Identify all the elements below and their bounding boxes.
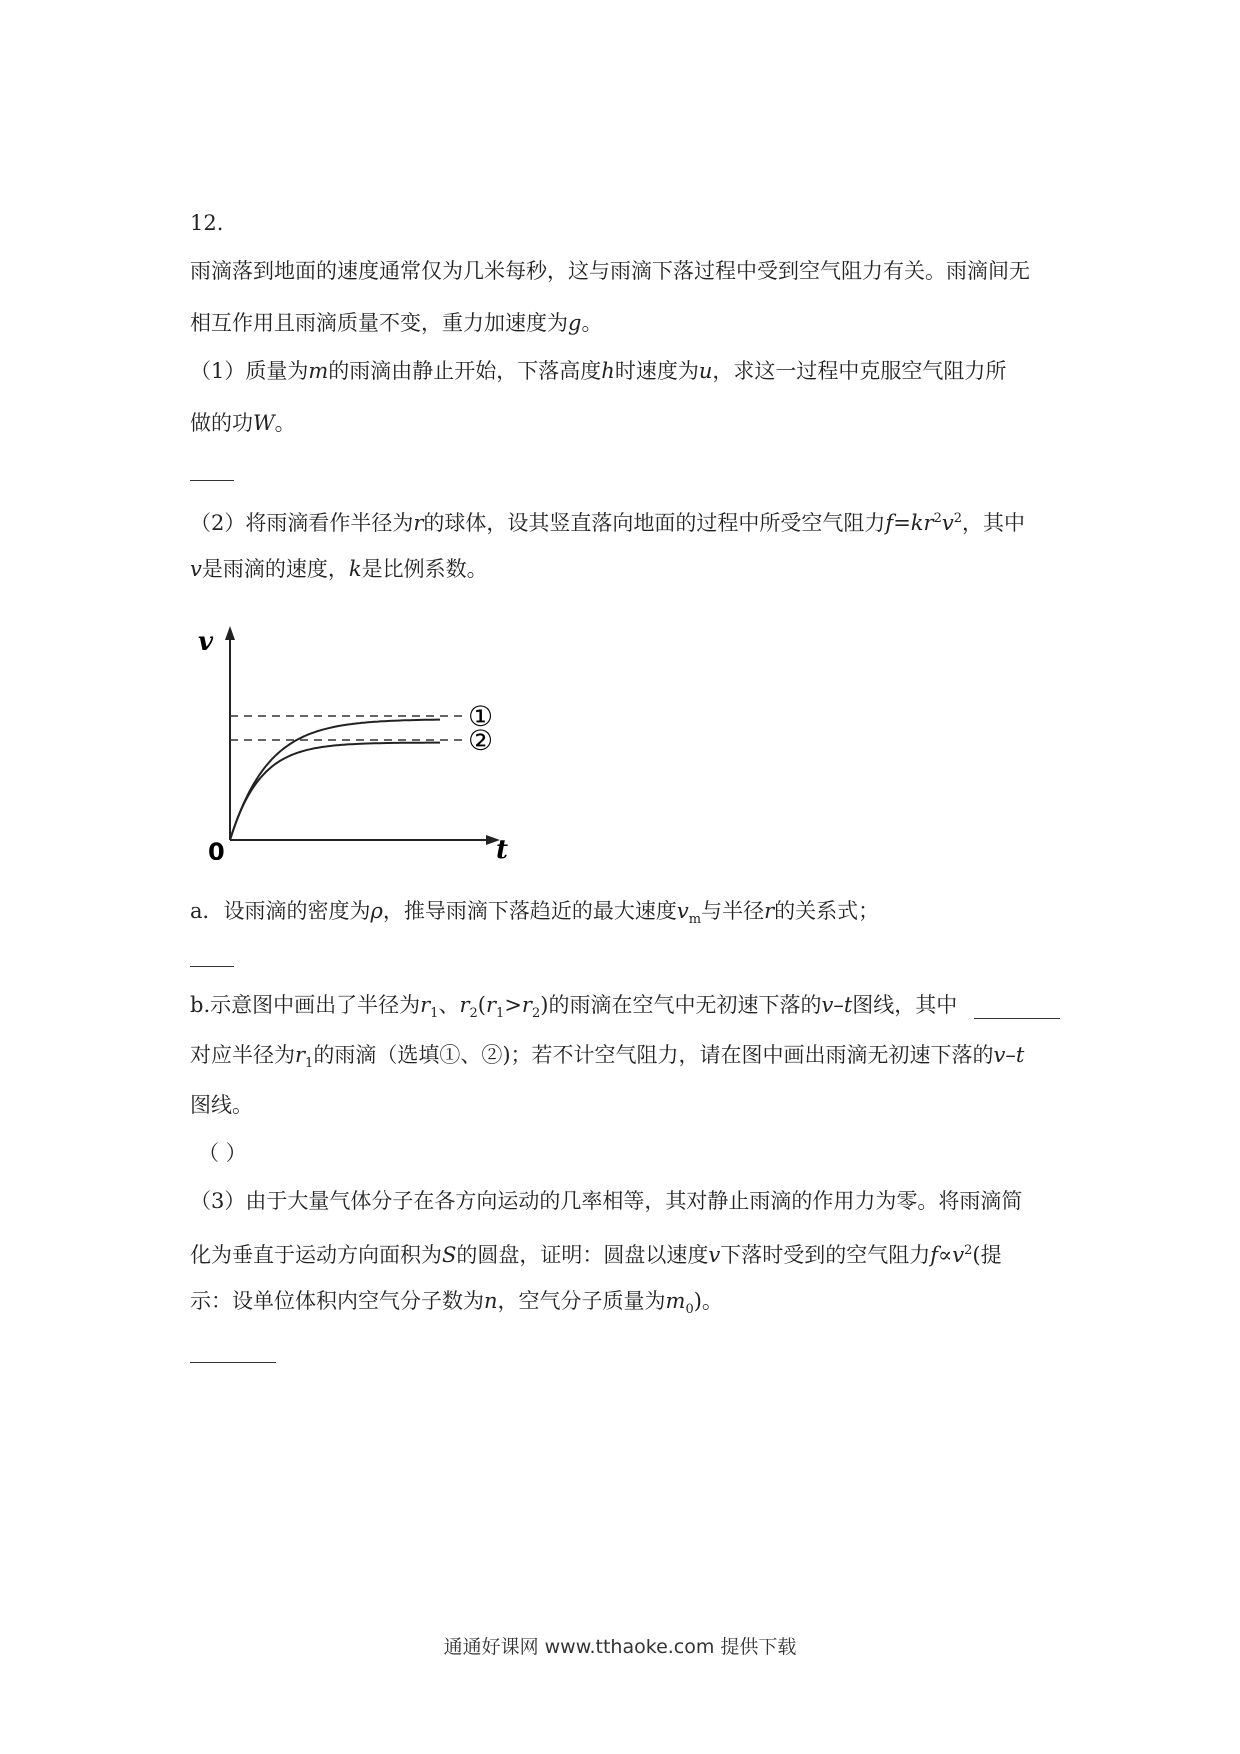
footer-text: 通通好课网 www.tthaoke.com 提供下载 <box>443 1636 797 1658</box>
vt-graph <box>190 620 510 860</box>
part2b-line-1: b.示意图中画出了半径为$r_1$、$r_2(r_1>r_2)$的雨滴在空气中无初速下落的v–t图线，其中 <box>190 993 958 1022</box>
part1-line-2: 做的功W。 <box>190 411 296 435</box>
part1-line-1: （1）质量为m的雨滴由静止开始，下落高度h时速度为u，求这一过程中克服空气阻力所 <box>190 359 1007 383</box>
intro-line-1: 雨滴落到地面的速度通常仅为几米每秒，这与雨滴下落过程中受到空气阻力有关。雨滴间无 <box>190 259 1030 283</box>
series-curve-2 <box>230 743 440 840</box>
part2a-line: a．设雨滴的密度为ρ，推导雨滴下落趋近的最大速度$v_m$与半径r的关系式； <box>190 899 880 928</box>
part3-line-2: 化为垂直于运动方向面积为S的圆盘，证明：圆盘以速度v下落时受到的空气阻力$f\propto v^2$(提 <box>190 1243 1002 1267</box>
origin-label: 0 <box>208 838 225 860</box>
part2-line-2: v是雨滴的速度，k是比例系数。 <box>190 557 488 581</box>
y-axis-arrow <box>225 626 235 640</box>
part3-line-3: 示：设单位体积内空气分子数为n，空气分子质量为$m_0$)。 <box>190 1289 723 1318</box>
question-number: 12. <box>190 211 224 235</box>
intro-line-2: 相互作用且雨滴质量不变，重力加速度为g。 <box>190 311 603 335</box>
answer-blank-3[interactable] <box>974 1018 1060 1019</box>
part3-line-1: （3）由于大量气体分子在各方向运动的几率相等，其对静止雨滴的作用力为零。将雨滴简 <box>190 1189 1023 1213</box>
answer-parentheses[interactable]: （ ） <box>198 1141 247 1165</box>
part2-line-1: （2）将雨滴看作半径为r的球体，设其竖直落向地面的过程中所受空气阻力$f=kr^2v^2$，其中 <box>190 511 1025 535</box>
answer-blank-4[interactable] <box>190 1362 276 1363</box>
part2b-line-3: 图线。 <box>190 1093 253 1117</box>
x-axis-label: t <box>496 835 509 860</box>
series-label-2: ② <box>468 724 494 757</box>
part2b-line-2: 对应半径为$r_1$的雨滴（选填①、②)；若不计空气阻力，请在图中画出雨滴无初速下落的v–t <box>190 1043 1025 1072</box>
series-label-1: ① <box>468 700 494 733</box>
answer-blank-2[interactable] <box>190 966 234 967</box>
series-curve-1 <box>230 720 440 840</box>
y-axis-label: v <box>198 627 214 657</box>
answer-blank-1[interactable] <box>190 480 234 481</box>
